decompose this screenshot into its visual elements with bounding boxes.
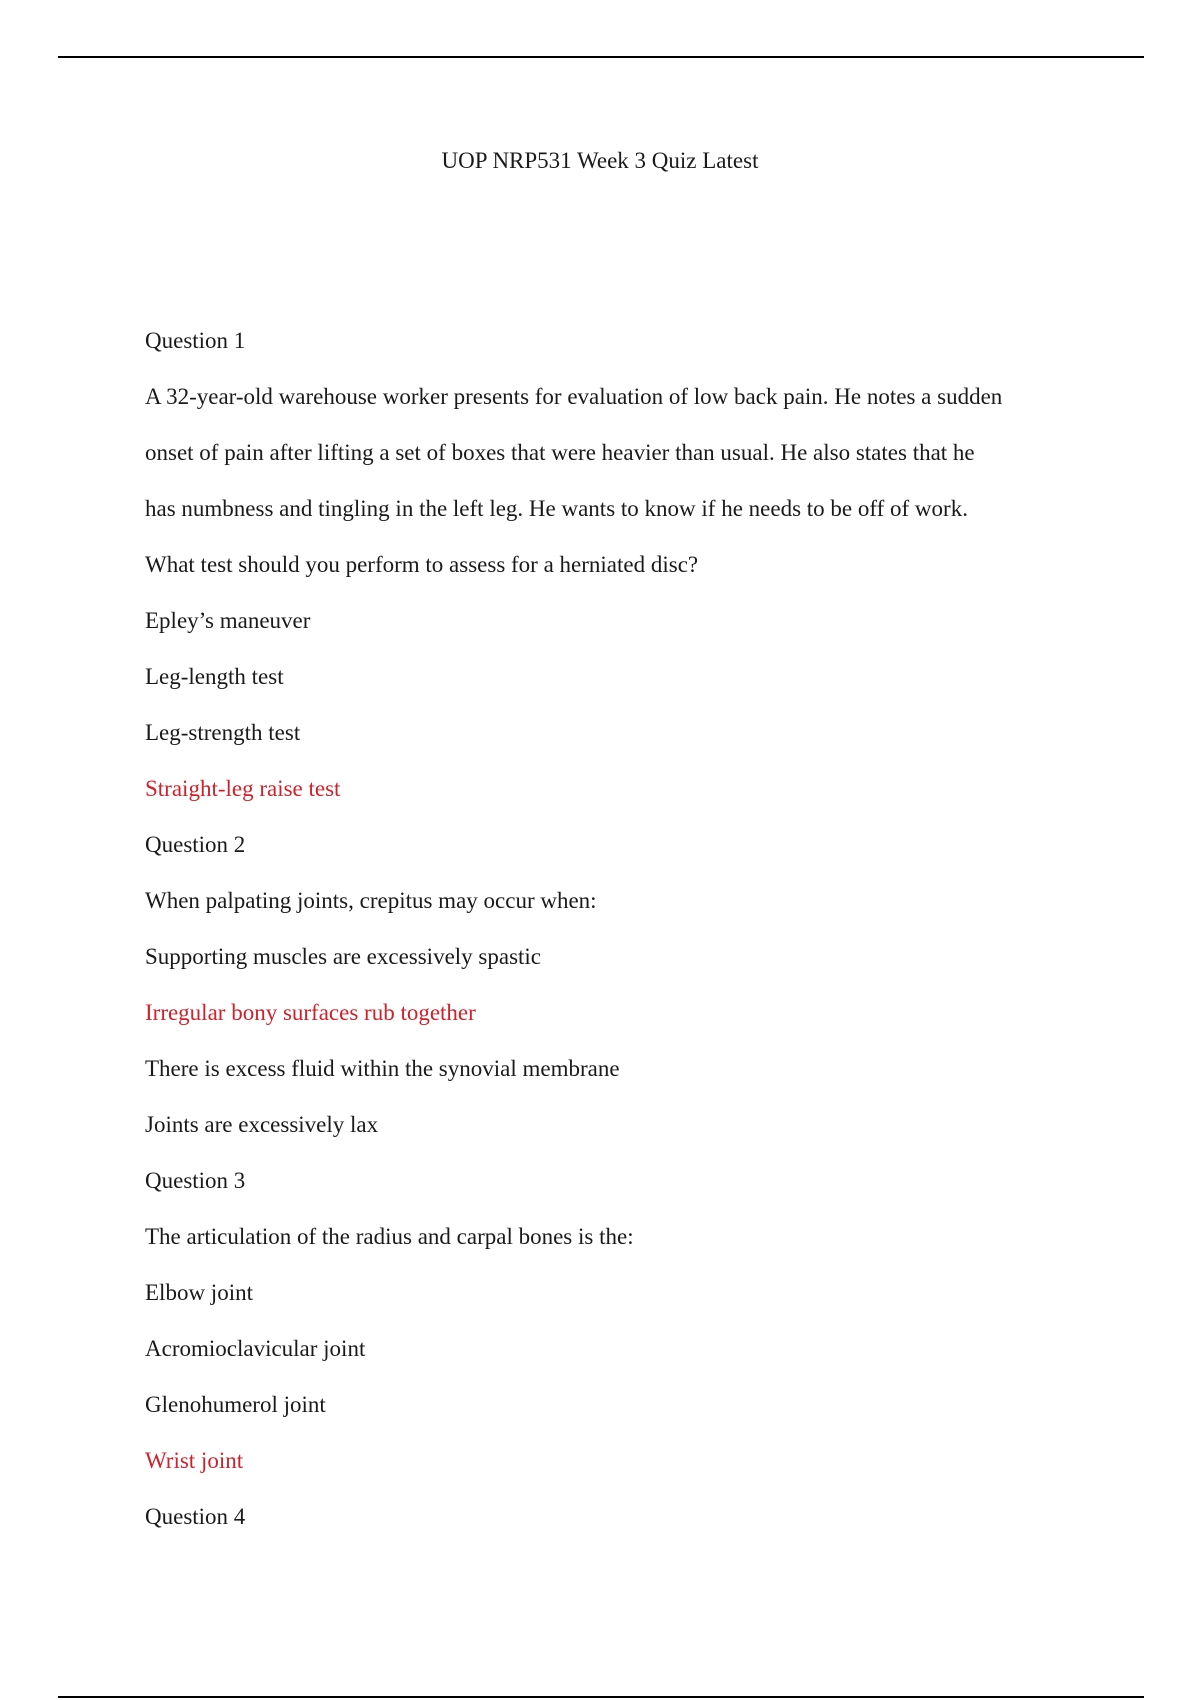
bottom-divider: [58, 1696, 1144, 1698]
question-heading: Question 4: [145, 1504, 246, 1529]
document-title: UOP NRP531 Week 3 Quiz Latest: [441, 148, 759, 173]
answer-option: Joints are excessively lax: [145, 1112, 379, 1137]
question-prompt-line: onset of pain after lifting a set of boxes that were heavier than usual. He also states that he: [145, 440, 975, 465]
question-heading: Question 3: [145, 1168, 246, 1193]
answer-option: Leg-length test: [145, 664, 284, 689]
answer-option-correct: Irregular bony surfaces rub together: [145, 1000, 476, 1025]
question-heading: Question 2: [145, 832, 246, 857]
answer-option-correct: Straight-leg raise test: [145, 776, 341, 801]
answer-option: Leg-strength test: [145, 720, 301, 745]
quiz-content: [145, 313, 1075, 1545]
question-prompt-line: A 32-year-old warehouse worker presents for evaluation of low back pain. He notes a sudden: [145, 384, 1003, 409]
question-prompt-line: What test should you perform to assess for a herniated disc?: [145, 552, 699, 577]
question-prompt-line: has numbness and tingling in the left leg. He wants to know if he needs to be off of work.: [145, 496, 968, 521]
question-prompt-line: When palpating joints, crepitus may occur when:: [145, 888, 597, 913]
answer-option: Epley’s maneuver: [145, 608, 311, 633]
answer-option: Glenohumerol joint: [145, 1392, 326, 1417]
question-prompt-line: The articulation of the radius and carpal bones is the:: [145, 1224, 634, 1249]
answer-option: Acromioclavicular joint: [145, 1336, 366, 1361]
answer-option: Supporting muscles are excessively spastic: [145, 944, 542, 969]
question-heading: Question 1: [145, 328, 246, 353]
answer-option-correct: Wrist joint: [145, 1448, 244, 1473]
top-divider: [58, 56, 1144, 58]
answer-option: There is excess fluid within the synovial membrane: [145, 1056, 620, 1081]
answer-option: Elbow joint: [145, 1280, 253, 1305]
